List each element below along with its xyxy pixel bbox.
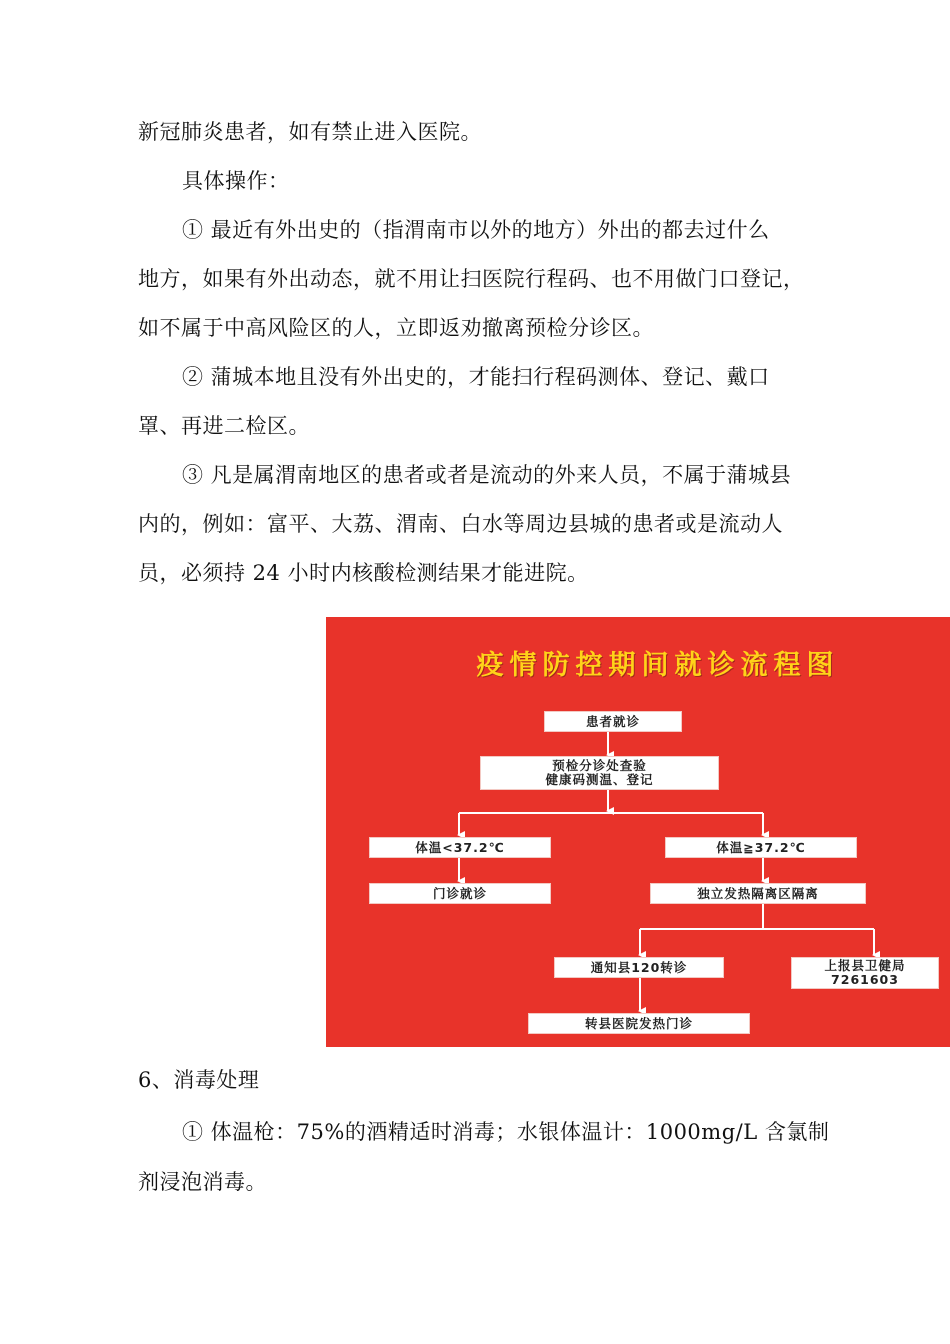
node-transfer [529, 1014, 749, 1033]
node-label: 通知县120转诊 [590, 959, 688, 975]
flowchart-title: 疫情防控期间就诊流程图 [476, 650, 840, 681]
paragraph-line: ① 最近有外出史的（指渭南市以外的地方）外出的都去过什么 [182, 218, 770, 242]
node-patient-visit [545, 712, 681, 731]
node-notify-120 [555, 958, 723, 977]
node-label-line2: 7261603 [831, 972, 899, 987]
paragraph-heading: 具体操作： [182, 169, 290, 193]
node-triage [481, 757, 718, 789]
node-label: 体温<37.2℃ [415, 839, 505, 855]
paragraph-line: 如不属于中高风险区的人，立即返劝撤离预检分诊区。 [138, 316, 654, 340]
paragraph-line: 地方，如果有外出动态，就不用让扫医院行程码、也不用做门口登记， [138, 267, 805, 291]
paragraph-line: 员，必须持 24 小时内核酸检测结果才能进院。 [138, 561, 589, 585]
node-isolation [651, 884, 865, 903]
node-label: 患者就诊 [585, 713, 640, 729]
node-label: 转县医院发热门诊 [584, 1015, 693, 1031]
paragraph-line: 剂浸泡消毒。 [138, 1170, 267, 1194]
paragraph-line: ③ 凡是属渭南地区的患者或者是流动的外来人员，不属于蒲城县 [182, 463, 792, 487]
node-label-line1: 上报县卫健局 [824, 958, 906, 973]
flowchart-image [326, 617, 950, 1047]
section-heading: 6、消毒处理 [138, 1068, 260, 1092]
node-label-line1: 预检分诊处查验 [552, 758, 647, 773]
node-outpatient [370, 884, 550, 903]
node-report [792, 958, 938, 988]
paragraph-line: ② 蒲城本地且没有外出史的，才能扫行程码测体、登记、戴口 [182, 365, 770, 389]
node-label: 独立发热隔离区隔离 [697, 885, 819, 901]
paragraph-line: 新冠肺炎患者，如有禁止进入医院。 [138, 120, 482, 144]
paragraph-line: 罩、再进二检区。 [138, 414, 310, 438]
node-label: 体温≧37.2℃ [716, 839, 806, 855]
node-temp-fever [666, 838, 856, 857]
paragraph-line: 内的，例如：富平、大荔、渭南、白水等周边县城的患者或是流动人 [138, 512, 783, 536]
node-label-line2: 健康码测温、登记 [545, 772, 654, 787]
node-label: 门诊就诊 [432, 885, 487, 901]
node-temp-normal [370, 838, 550, 857]
paragraph-line: ① 体温枪：75%的酒精适时消毒；水银体温计：1000mg/L 含氯制 [182, 1120, 830, 1144]
